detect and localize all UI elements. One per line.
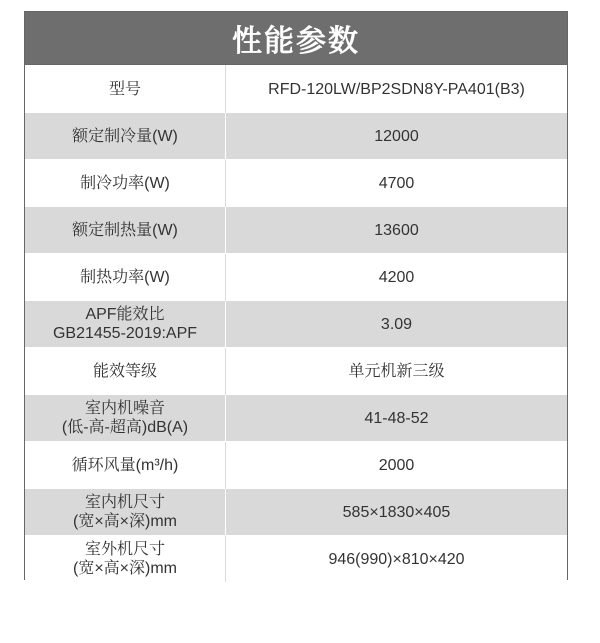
spec-table [25,65,567,582]
spec-label [25,536,226,583]
spec-label-line: 室外机尺寸 [84,541,165,558]
spec-label [25,489,226,536]
spec-label-line: 室内机噪音 [84,400,165,417]
page-title: 性能参数 [25,12,567,65]
spec-card [24,11,568,580]
spec-label [25,301,226,348]
spec-value: 946(990)×810×420 [226,536,568,583]
spec-label [25,442,226,489]
spec-label [25,395,226,442]
spec-label-line: APF能效比 [85,306,165,323]
table-row [25,395,567,442]
spec-label [25,66,226,113]
table-row [25,442,567,489]
spec-label-line: 能效等级 [92,362,157,380]
spec-label-line: 额定制热量(W) [72,221,178,239]
spec-value: 12000 [226,113,568,160]
spec-label [25,254,226,301]
table-row [25,536,567,583]
table-row [25,113,567,160]
spec-label-line: 型号 [108,80,141,98]
spec-label-line: 额定制冷量(W) [72,127,178,145]
table-row [25,160,567,207]
spec-label-line: (低-高-超高)dB(A) [61,419,189,436]
spec-value: 13600 [226,207,568,254]
spec-label-line: 室内机尺寸 [84,494,165,511]
spec-label-line: 循环风量(m³/h) [71,456,179,474]
spec-value: 4700 [226,160,568,207]
table-row [25,66,567,113]
spec-label-line: GB21455-2019:APF [52,325,198,342]
spec-label [25,113,226,160]
spec-value: 41-48-52 [226,395,568,442]
spec-label-line: 制冷功率(W) [80,174,170,192]
spec-label-line: (宽×高×深)mm [72,560,177,577]
spec-label [25,160,226,207]
spec-label [25,207,226,254]
spec-value: 单元机新三级 [226,348,568,395]
table-row [25,489,567,536]
spec-value: 3.09 [226,301,568,348]
spec-value: 2000 [226,442,568,489]
spec-value: RFD-120LW/BP2SDN8Y-PA401(B3) [226,66,568,113]
table-row [25,254,567,301]
table-row [25,207,567,254]
spec-label [25,348,226,395]
spec-label-line: 制热功率(W) [80,268,170,286]
spec-value: 4200 [226,254,568,301]
spec-label-line: (宽×高×深)mm [72,513,177,530]
table-row [25,301,567,348]
spec-value: 585×1830×405 [226,489,568,536]
table-row [25,348,567,395]
